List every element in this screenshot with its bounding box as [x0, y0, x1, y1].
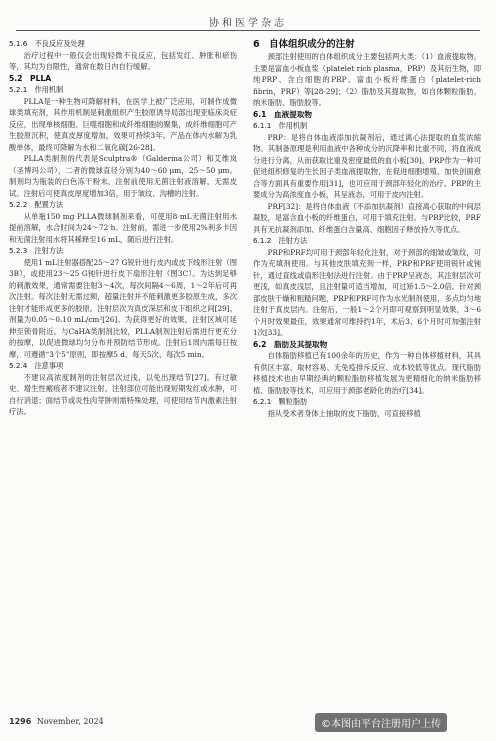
- subsection-heading: 5.2 PLLA: [9, 73, 52, 83]
- sub-subsection-heading: 6.2.1 颗粒脂肪: [253, 397, 308, 406]
- section-heading: 6 自体组织成分的注射: [253, 39, 355, 50]
- paragraph: PRP：是将自体血液添加抗凝剂后，通过离心法提取的血浆浓缩物。其制备原理是利用血液中各种成分的沉降率和比重不同，将血液成分进行分离，从而获取比重及密度最低的血小板[30]。PRP作为一种可促进组织修复的生长因子类血液提取物，在促进细胞增殖、加快创面愈合等方面具有重要作用[31]，也可应用于颈部年轻化的治疗。PRP的主要成分为高浓度血小板，其呈液态，可用于皮内注射。: [253, 132, 481, 199]
- sub-subsection-heading: 5.2.4 注意事项: [9, 361, 64, 370]
- issue-date: November, 2024: [36, 717, 104, 726]
- paragraph: 治疗过程中一般仅会出现轻微不良反应，包括发红、肿胀和瘀伤等，其均为自限性，通常在数日内自行缓解。: [9, 50, 237, 71]
- paragraph: PRF[32]：是将自体血液（不添加抗凝剂）直接离心获取的中间层凝胶，是富含血小板的纤维蛋白，可用于填充注射。与PRP比较，PRF具有无抗凝剂添加、纤维蛋白含量高、细胞因子释放持久等优点。: [253, 201, 481, 234]
- page-number: 1296: [9, 717, 32, 726]
- page-footer: [9, 717, 104, 726]
- left-column: [9, 38, 237, 418]
- journal-header: 协和医学杂志: [209, 18, 287, 29]
- paragraph: PRP和PRF均可用于颈部年轻化注射，对于颈部的细皱或皱纹，可作为充填剂使用。与其他皮肤填充剂一样，PRP和PRF使用锐针或钝针，通过直线或扇形注射法进行注射。由于PRP呈液态，其注射层次可更浅，如真皮浅层，且注射量可适当增加，可过矫1.5～2.0倍。针对颈部皮肤干燥和粗糙问题，PRP和PRF可作为水光制剂使用，多点均匀地注射于真皮层内。注射后，一般1～2个月即可观察到明显效果，3～6个月时效果最佳，效果通常可维持约1年，术后3、6个月时可加强注射1次[33]。: [253, 247, 481, 337]
- upload-watermark: ©本图由平台注册用户上传: [315, 713, 447, 732]
- sub-subsection-heading: 5.2.1 作用机制: [9, 85, 64, 94]
- header-rule: [16, 30, 480, 31]
- paragraph: 颈部注射使用的自体组织成分主要包括两大类：（1）血液提取物，主要是富血小板血浆（platelet rich plasma，PRP）及其衍生物，即纯PRP、含白细胞的PRP、富血小板纤维蛋白（platelet-rich fibrin，PRF）等[28-29]；（2）脂肪及其提取物，如自体颗粒脂肪、纳米脂肪、脂肪胶等。: [253, 52, 481, 107]
- sub-subsection-heading: 5.1.6 不良反应及处理: [9, 39, 85, 48]
- right-column: [253, 38, 481, 419]
- sub-subsection-heading: 6.1.2 注射方法: [253, 236, 308, 245]
- paragraph: 不建议高浓度制剂的注射层次过浅，以免出现结节[27]。有过敏史、增生性瘢痕者不建议注射。注射部位可能出现短期发红或水肿，可自行消退；面结节或炎性肉芽肿则需特殊处理，可使用结节内激素注射疗法。: [9, 372, 237, 416]
- sub-subsection-heading: 6.1.1 作用机制: [253, 121, 308, 130]
- subsection-heading: 6.1 血液提取物: [253, 109, 313, 119]
- paragraph: 使用1 mL注射器搭配25～27 G锐针进行皮内或皮下线形注射（图3B），或使用23～25 G钝针进行皮下扇形注射（图3C）。为达到足够的刺激效果，通常需要注射3～4次，每次间隔4～6周，1～2年后可再次注射。每次注射无需过频，超量注射并不能刺激更多胶原生成，多次注射才能形成更多的胶原。注射层次为真皮深层和皮下组织之间[29]，剂量为0.05～0.10 mL/cm²[26]。为获得更好的效果，注射区域可延伸至锁骨附近。与CaHA类制剂比较，PLLA制剂注射后需进行更充分的按摩，以促进微球均匀分布并预防结节形成。注射后1周内需每日按摩，可遵循“3个5”原则，即按摩5 d、每天5次、每次5 min。: [9, 257, 237, 359]
- paragraph: 从单瓶150 mg PLLA微球制剂来看，可使用8 mL无菌注射用水提前溶解，水合时间为24～72 h。注射前，需进一步使用2%利多卡因和无菌注射用水将其稀释至16 mL，随后进行注射。: [9, 211, 237, 244]
- paragraph: 自体脂肪移植已有100余年的历史，作为一种自体移植材料，其具有供区丰富、取材容易、无免疫排斥反应、成本较低等优点。现代脂肪移植技术也由早期经典的颗粒脂肪移植发展为更精细化的纳米脂肪移植、脂肪胶等技术，可应用于颈部老龄化的治疗[34]。: [253, 351, 481, 395]
- sub-subsection-heading: 5.2.3 注射方法: [9, 246, 64, 255]
- subsection-heading: 6.2 脂肪及其提取物: [253, 339, 328, 349]
- paragraph: 指从受术者身体上抽取的皮下脂肪，可直接移植: [267, 408, 421, 418]
- paragraph: PLLA类制剂的代表是Sculptra®（Galderma公司）和艾维岚（圣博玛公司），二者的微球直径分别为40～60 μm，25～50 μm。制剂均为瓶装的白色冻干粉末，注射前使用无菌注射液溶解，无需皮试。注射后可使真皮厚度增加3倍，用于皱纹、沟槽的注射。: [9, 154, 237, 198]
- sub-subsection-heading: 5.2.2 配置方法: [9, 200, 64, 209]
- paragraph: PLLA是一种生物可降解材料，在医学上被广泛应用，可制作成微球类填充剂，其作用机制是刺激组织产生胶原诱导局部出现亚临床炎症反应，出现单核细胞、巨噬细胞和成纤维细胞的聚集，成纤维细胞可产生胶原沉积，使真皮厚度增加，效果可持续3年。产品在体内水解为乳酸单体，最终可降解为水和二氧化碳[26-28]。: [9, 96, 237, 152]
